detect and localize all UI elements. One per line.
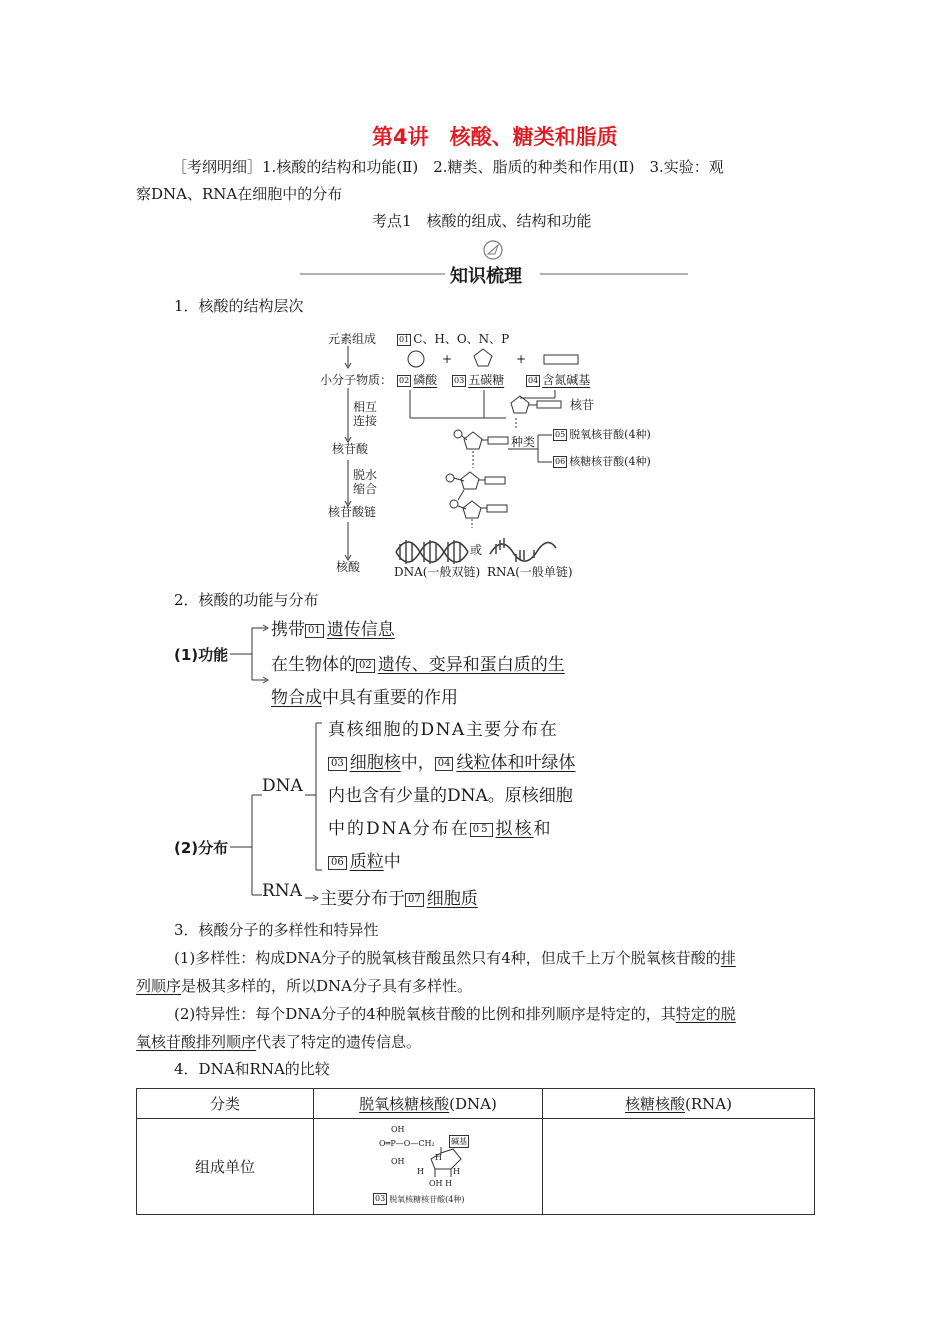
- syllabus-line-1: ［考纲明细］1.核酸的结构和功能(Ⅱ) 2.糖类、脂质的种类和作用(Ⅱ) 3.实验：观: [172, 158, 724, 176]
- phosphate-label: 02 磷酸: [399, 373, 438, 387]
- or-label: 或: [470, 543, 483, 557]
- heading-3: 3．核酸分子的多样性和特异性: [174, 921, 379, 939]
- arrow-label-connect-2: 连接: [353, 414, 378, 428]
- level-elements: 元素组成: [328, 332, 377, 346]
- function-label: (1)功能: [174, 646, 229, 664]
- plus-sign-2: +: [516, 352, 527, 366]
- page-title: 第4讲 核酸、糖类和脂质: [372, 125, 618, 149]
- function-line-3: 物合成中具有重要的作用: [271, 688, 458, 708]
- table-header-row: [137, 1089, 815, 1119]
- dna-branch-label: DNA: [262, 776, 303, 796]
- deoxynucleotide-label: 05 脱氧核苷酸(4种): [555, 428, 651, 441]
- arrow-label-condense-1: 脱水: [353, 468, 378, 482]
- rna-caption: RNA(一般单链): [487, 565, 573, 579]
- specificity-line-1: (2)特异性：每个DNA分子的4种脱氧核苷酸的比例和排列顺序是特定的，其特定的脱: [174, 1005, 736, 1023]
- distribution-line-5: 06 质粒中: [328, 852, 401, 872]
- nucleoside-label: 核苷: [570, 398, 595, 412]
- heading-2: 2．核酸的功能与分布: [174, 591, 319, 609]
- comparison-table: [136, 1088, 815, 1215]
- deoxynucleotide-structure: OH O═P—O—CH₂ 碱基 OH H H H OH H 03 脱氧核糖核苷酸(4种): [353, 1123, 503, 1211]
- topic-heading: 考点1 核酸的组成、结构和功能: [372, 212, 592, 230]
- level-small-molecules: 小分子物质：: [320, 373, 393, 387]
- function-line-2: 在生物体的 02 遗传、变异和蛋白质的生: [271, 655, 565, 675]
- function-line-1: 携带 01 遗传信息: [271, 620, 395, 640]
- distribution-label: (2)分布: [174, 839, 229, 857]
- distribution-line-4: 中的DNA分布在 05 拟核和: [328, 819, 553, 839]
- elements-label: 01 C、H、O、N、P: [399, 332, 510, 346]
- level-nucleic-acid: 核酸: [336, 560, 361, 574]
- arrow-label-connect-1: 相互: [353, 400, 378, 414]
- diversity-line-1: (1)多样性：构成DNA分子的脱氧核苷酸虽然只有4种，但成千上万个脱氧核苷酸的排: [174, 949, 736, 967]
- kinds-label: 种类: [511, 435, 536, 449]
- row-label-unit: 组成单位: [137, 1119, 314, 1215]
- dna-unit-cell: [314, 1119, 543, 1215]
- diversity-line-2: 列顺序是极其多样的，所以DNA分子具有多样性。: [136, 977, 473, 995]
- syllabus-line-2: 察DNA、RNA在细胞中的分布: [136, 185, 343, 203]
- dna-caption: DNA(一般双链): [394, 565, 481, 579]
- heading-1: 1．核酸的结构层次: [174, 297, 304, 315]
- level-nucleotide: 核苷酸: [332, 442, 369, 456]
- rna-branch-label: RNA: [262, 881, 302, 901]
- base-label: 04 含氮碱基: [528, 373, 591, 387]
- distribution-line-1: 真核细胞的DNA主要分布在: [328, 720, 559, 740]
- distribution-line-3: 内也含有少量的DNA。原核细胞: [328, 786, 573, 806]
- specificity-line-2: 氧核苷酸排列顺序代表了特定的遗传信息。: [136, 1033, 422, 1051]
- arrow-label-condense-2: 缩合: [353, 482, 378, 496]
- distribution-line-2: 03 细胞核中， 04 线粒体和叶绿体: [328, 753, 575, 773]
- nucleic-acid-structure-diagram: [320, 328, 680, 580]
- plus-sign-1: +: [442, 352, 453, 366]
- header-category: 分类: [137, 1089, 314, 1119]
- level-chain: 核苷酸链: [328, 505, 377, 519]
- header-dna: 脱氧核糖核酸(DNA): [314, 1089, 543, 1119]
- table-row: [137, 1119, 815, 1215]
- rna-distribution-line: 主要分布于 07 细胞质: [320, 889, 478, 909]
- structure-caption: 03 脱氧核糖核苷酸(4种): [375, 1193, 465, 1204]
- section-banner: 知识梳理: [450, 266, 522, 287]
- syllabus-label: ［考纲明细］: [172, 158, 263, 176]
- header-rna: 核糖核酸(RNA): [543, 1089, 815, 1119]
- heading-4: 4．DNA和RNA的比较: [174, 1060, 330, 1078]
- diagram-graphics: [320, 328, 680, 580]
- rna-unit-cell: [543, 1119, 815, 1215]
- ribonucleotide-label: 06 核糖核苷酸(4种): [555, 455, 651, 468]
- pentose-label: 03 五碳糖: [454, 373, 505, 387]
